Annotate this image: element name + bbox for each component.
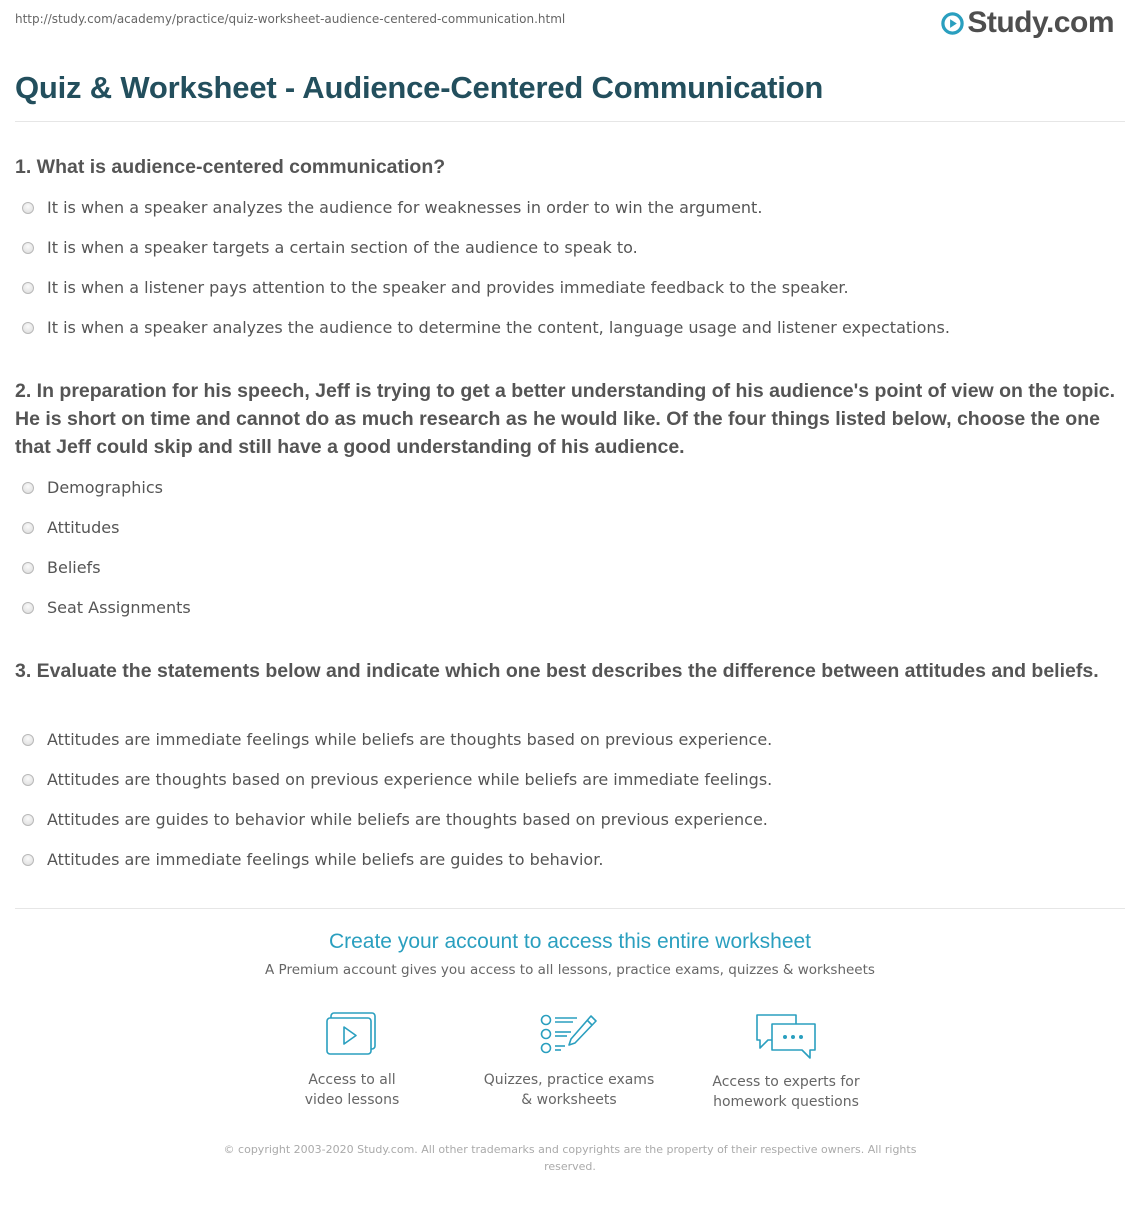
radio-button[interactable] — [22, 242, 34, 254]
answer-option[interactable] — [22, 318, 950, 337]
feature-video-lessons — [262, 1012, 442, 1110]
radio-button[interactable] — [22, 562, 34, 574]
answer-label: Attitudes are thoughts based on previous experience while beliefs are immediate feelings. — [47, 770, 773, 789]
answer-option[interactable] — [22, 598, 191, 617]
answer-option[interactable] — [22, 558, 101, 577]
feature-label-line2: video lessons — [304, 1092, 400, 1108]
answer-label: It is when a speaker analyzes the audience to determine the content, language usage and listener expectations. — [47, 318, 950, 337]
answer-option[interactable] — [22, 518, 119, 537]
answer-option[interactable] — [22, 730, 772, 749]
answer-label: It is when a speaker analyzes the audience for weaknesses in order to win the argument. — [47, 198, 763, 217]
answer-option[interactable] — [22, 478, 163, 497]
answer-label: Attitudes — [47, 518, 120, 537]
feature-label-line1: Access to all — [308, 1072, 396, 1088]
radio-button[interactable] — [22, 814, 34, 826]
answer-label: Seat Assignments — [47, 598, 191, 617]
answer-label: Attitudes are immediate feelings while beliefs are thoughts based on previous experience. — [47, 730, 773, 749]
feature-label-line1: Quizzes, practice exams — [483, 1072, 655, 1088]
radio-button[interactable] — [22, 602, 34, 614]
radio-button[interactable] — [22, 322, 34, 334]
answer-option[interactable] — [22, 810, 768, 829]
answer-label: It is when a listener pays attention to the speaker and provides immediate feedback to the speaker. — [47, 278, 849, 297]
answer-option[interactable] — [22, 850, 603, 869]
radio-button[interactable] — [22, 854, 34, 866]
answer-option[interactable] — [22, 238, 638, 257]
page-url: http://study.com/academy/practice/quiz-worksheet-audience-centered-communication.html — [15, 12, 566, 26]
cta-divider — [15, 908, 1125, 909]
feature-label-line2: & worksheets — [521, 1092, 617, 1108]
answer-option[interactable] — [22, 198, 762, 217]
answer-label: Attitudes are immediate feelings while beliefs are guides to behavior. — [47, 850, 604, 869]
question-2: 2. In preparation for his speech, Jeff is trying to get a better understanding of his audience's point of view on the topic. He is short on time and cannot do as much research as he would like. Of the four things listed below, choose the one that Jeff could skip and still have a good understanding of his audience. — [15, 380, 1116, 458]
quiz-checklist-icon — [539, 1012, 599, 1058]
video-lessons-icon — [326, 1012, 378, 1058]
feature-experts — [696, 1012, 876, 1112]
answer-option[interactable] — [22, 770, 772, 789]
radio-button[interactable] — [22, 522, 34, 534]
chat-bubbles-icon — [754, 1012, 818, 1060]
answer-label: It is when a speaker targets a certain section of the audience to speak to. — [47, 238, 638, 257]
title-divider — [15, 121, 1125, 122]
radio-button[interactable] — [22, 774, 34, 786]
feature-label-line2: homework questions — [713, 1094, 859, 1110]
study-com-logo[interactable] — [941, 6, 1114, 40]
radio-button[interactable] — [22, 734, 34, 746]
question-3: 3. Evaluate the statements below and indicate which one best describes the difference between attitudes and beliefs. — [15, 660, 1099, 682]
answer-label: Beliefs — [47, 558, 101, 577]
premium-description: A Premium account gives you access to all lessons, practice exams, quizzes & worksheets — [265, 962, 875, 978]
answer-label: Attitudes are guides to behavior while beliefs are thoughts based on previous experience. — [47, 810, 768, 829]
page-title: Quiz & Worksheet - Audience-Centered Communication — [15, 70, 824, 105]
feature-quizzes — [479, 1012, 659, 1110]
copyright-notice: © copyright 2003-2020 Study.com. All other trademarks and copyrights are the property of their respective owners. All rights reserved. — [223, 1143, 917, 1173]
question-1: 1. What is audience-centered communication? — [15, 156, 446, 178]
answer-label: Demographics — [47, 478, 163, 497]
answer-option[interactable] — [22, 278, 849, 297]
feature-label-line1: Access to experts for — [712, 1074, 860, 1090]
radio-button[interactable] — [22, 282, 34, 294]
radio-button[interactable] — [22, 482, 34, 494]
create-account-link[interactable]: Create your account to access this entire worksheet — [328, 930, 812, 953]
logo-text: Study.com — [967, 6, 1114, 39]
radio-button[interactable] — [22, 202, 34, 214]
play-circle-icon — [941, 12, 964, 35]
